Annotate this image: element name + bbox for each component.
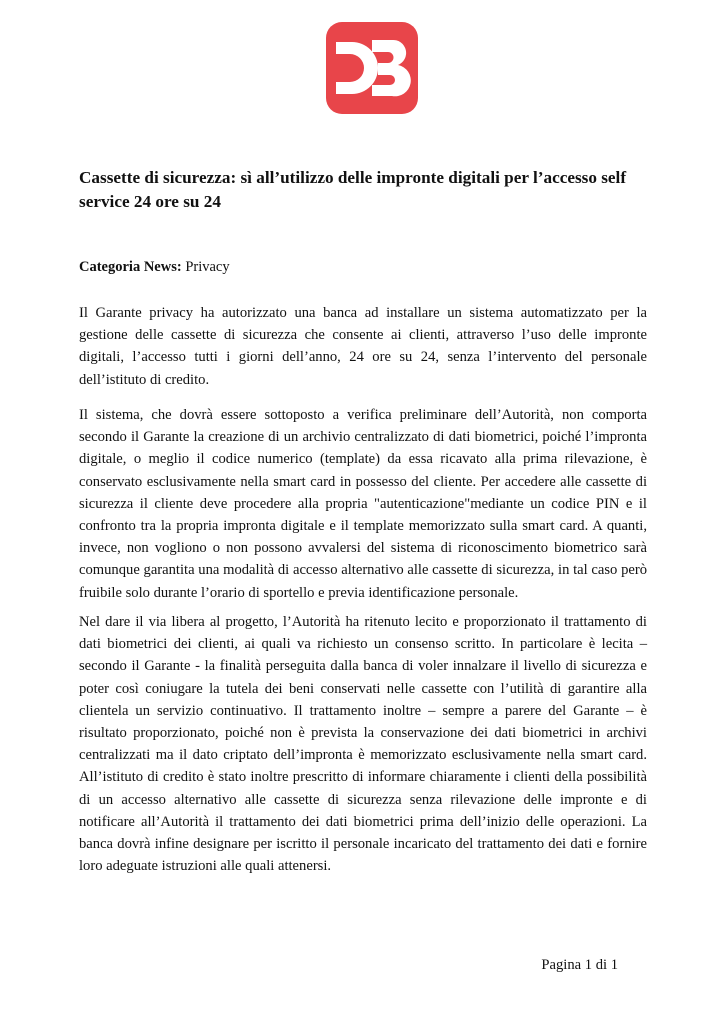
body-paragraph-1: Il Garante privacy ha autorizzato una banca ad installare un sistema automatizzato per la gestione delle cassette di sicurezza che consente ai clienti, attraverso l’uso delle impronte digitali, l’accesso tutti i giorni dell’anno, 24 ore su 24, senza l’intervento del personale dell’istituto di credito. — [79, 305, 647, 388]
news-category — [79, 257, 649, 277]
body-paragraph-2: Il sistema, che dovrà essere sottoposto a verifica preliminare dell’Autorità, non comporta secondo il Garante la creazione di un archivio centralizzato di dati biometrici, poiché l’impronta digitale, o meglio il codice numerico (template) da essa ricavato alla prima rilevazione, è conservato esclusivamente nella smart card in possesso del cliente. Per accedere alle cassette di sicurezza il cliente deve procedere alla propria "autenticazione"mediante un codice PIN e il confronto tra la propria impronta digitale e il template memorizzato sulla smart card. A quanti, invece, non vogliono o non possono avvalersi del sistema di riconoscimento biometrico sarà comunque garantita una modalità di accesso alternativo alle cassette di sicurezza, in tal caso però fruibile solo durante l’orario di sportello e previa identificazione personale. — [79, 407, 647, 601]
page-number: Pagina 1 di 1 — [541, 957, 618, 973]
category-value: Privacy — [185, 259, 230, 275]
db-logo — [326, 22, 418, 114]
body-paragraph-3: Nel dare il via libera al progetto, l’Autorità ha ritenuto lecito e proporzionato il trattamento di dati biometrici dei clienti, ai quali va richiesto un consenso scritto. In particolare è lecita – secondo il Garante - la finalità perseguita dalla banca di voler innalzare il livello di sicurezza e poter così coniugare la tutela dei beni conservati nelle cassette con l’utilità di garantire alla clientela un servizio continuativo. Il trattamento inoltre – sempre a parere del Garante – è risultato proporzionato, poiché non è prevista la conservazione dei dati biometrici in archivi centralizzati ma il dato criptato dell’impronta è memorizzato esclusivamente nella smart card. All’istituto di credito è stato inoltre prescritto di informare chiaramente i clienti della possibilità di un accesso alternativo alle cassette di sicurezza senza rilevazione delle impronte e di notificare all’Autorità il trattamento dei dati biometrici prima dell’inizio delle operazioni. La banca dovrà infine designare per iscritto il personale incaricato del trattamento dei dati e fornire loro adeguate istruzioni alle quali attenersi. — [79, 614, 647, 875]
category-label: Categoria News: — [79, 259, 182, 275]
page-title: Cassette di sicurezza: sì all’utilizzo delle impronte digitali per l’accesso self service 24 ore su 24 — [79, 168, 627, 211]
db-logo-icon — [326, 22, 418, 114]
